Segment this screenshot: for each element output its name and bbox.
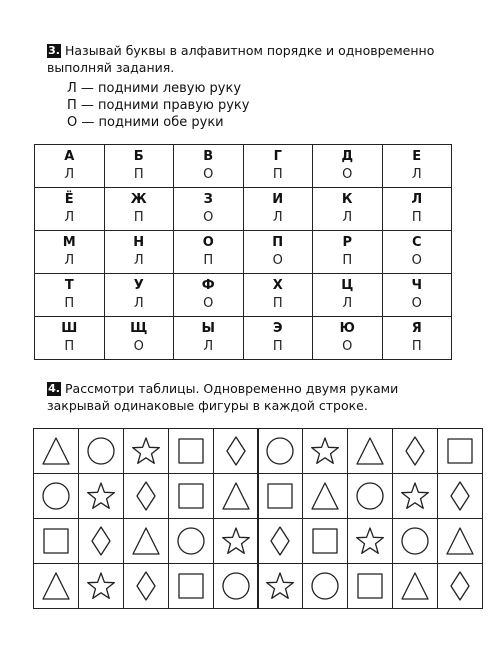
letter: Ч — [411, 278, 422, 293]
hand-action: О — [203, 296, 214, 311]
hand-action: П — [133, 210, 144, 225]
letter: У — [133, 278, 144, 293]
shape-cell — [348, 564, 393, 609]
diamond-shape — [444, 570, 476, 602]
hand-action: Л — [64, 210, 75, 225]
letter: П — [272, 235, 284, 250]
shape-cell — [79, 564, 124, 609]
shape-cell — [34, 474, 79, 519]
alphabet-cell — [35, 274, 105, 317]
hand-action: О — [411, 253, 422, 268]
circle-shape — [175, 525, 207, 557]
letter: А — [64, 149, 75, 164]
hand-action: П — [272, 167, 283, 182]
letter: Ю — [339, 321, 355, 336]
alphabet-row — [35, 188, 452, 231]
hand-action: О — [342, 339, 353, 354]
letter: Ж — [130, 192, 147, 207]
alphabet-cell — [174, 274, 244, 317]
shapes-row — [258, 564, 483, 609]
shape-cell — [303, 564, 348, 609]
shapes-row — [34, 564, 259, 609]
alphabet-cell — [35, 188, 105, 231]
shape-cell — [34, 564, 79, 609]
alphabet-table — [34, 144, 452, 360]
shape-cell — [258, 474, 303, 519]
hand-action: Л — [64, 167, 75, 182]
alphabet-cell — [382, 231, 452, 274]
hand-action: Л — [342, 210, 353, 225]
shapes-row — [258, 474, 483, 519]
hand-action: Л — [133, 296, 144, 311]
triangle-shape — [399, 570, 431, 602]
alphabet-cell — [104, 188, 174, 231]
star-shape — [85, 570, 117, 602]
letter: Щ — [130, 321, 148, 336]
shape-cell — [79, 429, 124, 474]
shape-cell — [214, 474, 259, 519]
rule-both-hands: О — подними обе руки — [67, 115, 224, 130]
hand-action: Л — [272, 210, 283, 225]
circle-shape — [309, 570, 341, 602]
alphabet-row — [35, 145, 452, 188]
diamond-shape — [264, 525, 296, 557]
letter: Н — [133, 235, 145, 250]
alphabet-cell — [243, 188, 313, 231]
star-shape — [85, 480, 117, 512]
triangle-shape — [444, 525, 476, 557]
task-4-instruction — [47, 380, 457, 414]
square-shape — [309, 525, 341, 557]
hand-action: П — [272, 339, 283, 354]
square-shape — [175, 480, 207, 512]
circle-shape — [220, 570, 252, 602]
hand-action: П — [411, 339, 422, 354]
square-shape — [40, 525, 72, 557]
letter: Ц — [341, 278, 354, 293]
shape-cell — [169, 519, 214, 564]
hand-action: О — [203, 167, 214, 182]
alphabet-cell — [35, 145, 105, 188]
hand-action: П — [203, 253, 214, 268]
letter: Е — [412, 149, 422, 164]
shape-cell — [169, 429, 214, 474]
shape-cell — [34, 429, 79, 474]
alphabet-row — [35, 231, 452, 274]
shape-cell — [169, 564, 214, 609]
triangle-shape — [354, 435, 386, 467]
star-shape — [130, 435, 162, 467]
letter: Э — [272, 321, 283, 336]
circle-shape — [399, 525, 431, 557]
shape-cell — [79, 519, 124, 564]
task-3-text: Называй буквы в алфавитном порядке и одновременно выполняй задания. — [47, 43, 435, 75]
alphabet-cell — [174, 317, 244, 360]
shape-cell — [348, 474, 393, 519]
alphabet-cell — [243, 145, 313, 188]
shape-cell — [438, 519, 483, 564]
shape-cell — [348, 519, 393, 564]
letter: Х — [272, 278, 283, 293]
star-shape — [399, 480, 431, 512]
shape-cell — [303, 429, 348, 474]
rule-left-hand: Л — подними левую руку — [67, 81, 242, 96]
alphabet-cell — [313, 188, 383, 231]
hand-action: П — [64, 339, 75, 354]
letter: Д — [341, 149, 354, 164]
letter: Т — [64, 278, 74, 293]
shapes-row — [34, 519, 259, 564]
alphabet-cell — [243, 317, 313, 360]
shapes-row — [34, 429, 259, 474]
hand-action: Л — [203, 339, 214, 354]
letter: С — [411, 235, 422, 250]
alphabet-cell — [313, 145, 383, 188]
letter: И — [272, 192, 284, 207]
shapes-row — [34, 474, 259, 519]
shape-cell — [438, 564, 483, 609]
alphabet-cell — [174, 145, 244, 188]
shape-cell — [258, 564, 303, 609]
shape-cell — [393, 429, 438, 474]
alphabet-row — [35, 317, 452, 360]
square-shape — [175, 435, 207, 467]
diamond-shape — [399, 435, 431, 467]
alphabet-cell — [104, 317, 174, 360]
hand-action: Л — [411, 167, 422, 182]
star-shape — [264, 570, 296, 602]
triangle-shape — [220, 480, 252, 512]
letter: Я — [411, 321, 422, 336]
square-shape — [175, 570, 207, 602]
shape-cell — [214, 429, 259, 474]
rule-right-hand: П — подними правую руку — [67, 98, 250, 113]
alphabet-cell — [243, 231, 313, 274]
alphabet-cell — [35, 231, 105, 274]
shape-cell — [393, 519, 438, 564]
alphabet-cell — [243, 274, 313, 317]
alphabet-cell — [104, 145, 174, 188]
shape-cell — [169, 474, 214, 519]
alphabet-cell — [382, 188, 452, 231]
alphabet-cell — [382, 274, 452, 317]
hand-action: Л — [64, 253, 75, 268]
shape-cell — [124, 429, 169, 474]
triangle-shape — [130, 525, 162, 557]
alphabet-cell — [174, 188, 244, 231]
shape-cell — [348, 429, 393, 474]
shapes-row — [258, 429, 483, 474]
shape-cell — [214, 564, 259, 609]
letter: З — [203, 192, 213, 207]
letter: М — [62, 235, 76, 250]
hand-action: Л — [342, 296, 353, 311]
circle-shape — [354, 480, 386, 512]
letter: В — [203, 149, 214, 164]
hand-action: П — [133, 167, 144, 182]
shape-cell — [124, 474, 169, 519]
shape-cell — [258, 429, 303, 474]
letter: Р — [342, 235, 353, 250]
letter: Л — [411, 192, 423, 207]
letter: О — [202, 235, 214, 250]
triangle-shape — [40, 435, 72, 467]
circle-shape — [264, 435, 296, 467]
circle-shape — [85, 435, 117, 467]
shapes-table-right — [257, 428, 483, 609]
alphabet-cell — [313, 317, 383, 360]
alphabet-cell — [35, 317, 105, 360]
triangle-shape — [40, 570, 72, 602]
hand-action: Л — [133, 253, 144, 268]
alphabet-cell — [382, 145, 452, 188]
shape-cell — [303, 474, 348, 519]
shape-cell — [34, 519, 79, 564]
task-number-4: 4. — [48, 382, 60, 395]
hand-action: П — [272, 296, 283, 311]
shapes-row — [258, 519, 483, 564]
hand-action: П — [411, 210, 422, 225]
alphabet-cell — [104, 274, 174, 317]
triangle-shape — [309, 480, 341, 512]
hand-action: П — [342, 253, 353, 268]
shape-cell — [303, 519, 348, 564]
diamond-shape — [85, 525, 117, 557]
task-3-rules — [67, 80, 249, 131]
diamond-shape — [130, 480, 162, 512]
shape-cell — [258, 519, 303, 564]
star-shape — [354, 525, 386, 557]
hand-action: О — [411, 296, 422, 311]
task-number-3: 3. — [48, 44, 60, 57]
shape-cell — [438, 474, 483, 519]
star-shape — [220, 525, 252, 557]
shape-cell — [393, 564, 438, 609]
diamond-shape — [220, 435, 252, 467]
hand-action: О — [272, 253, 283, 268]
hand-action: О — [203, 210, 214, 225]
task-3-instruction — [47, 42, 457, 76]
letter: Г — [273, 149, 282, 164]
shape-cell — [438, 429, 483, 474]
diamond-shape — [130, 570, 162, 602]
letter: Ш — [61, 321, 78, 336]
shape-cell — [124, 564, 169, 609]
alphabet-cell — [313, 274, 383, 317]
hand-action: О — [342, 167, 353, 182]
shape-cell — [124, 519, 169, 564]
square-shape — [354, 570, 386, 602]
letter: Ф — [201, 278, 215, 293]
shape-cell — [79, 474, 124, 519]
square-shape — [264, 480, 296, 512]
task-4-text: Рассмотри таблицы. Одновременно двумя руками закрывай одинаковые фигуры в каждой строке. — [47, 381, 399, 413]
hand-action: О — [133, 339, 144, 354]
alphabet-cell — [313, 231, 383, 274]
circle-shape — [40, 480, 72, 512]
alphabet-cell — [382, 317, 452, 360]
star-shape — [309, 435, 341, 467]
square-shape — [444, 435, 476, 467]
shape-cell — [214, 519, 259, 564]
diamond-shape — [444, 480, 476, 512]
alphabet-cell — [174, 231, 244, 274]
shape-cell — [393, 474, 438, 519]
alphabet-cell — [104, 231, 174, 274]
letter: К — [341, 192, 353, 207]
letter: Б — [133, 149, 144, 164]
letter: Ё — [64, 192, 74, 207]
alphabet-row — [35, 274, 452, 317]
letter: Ы — [201, 321, 215, 336]
hand-action: П — [64, 296, 75, 311]
shapes-table-left — [33, 428, 259, 609]
